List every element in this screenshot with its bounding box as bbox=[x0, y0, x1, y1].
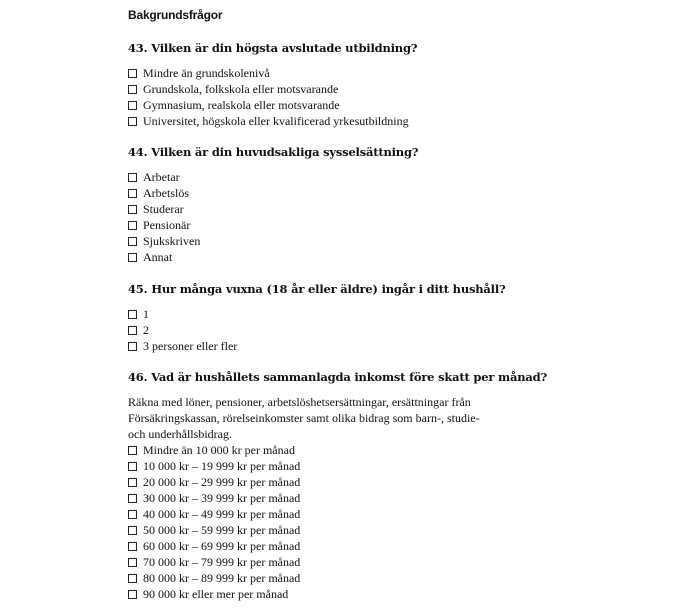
checkbox[interactable] bbox=[128, 558, 137, 567]
option-label: Studerar bbox=[143, 201, 184, 216]
option[interactable] bbox=[128, 490, 300, 506]
option[interactable] bbox=[128, 97, 409, 113]
option-label: Universitet, högskola eller kvalificerad yrkesutbildning bbox=[143, 113, 409, 128]
question-46: 46. Vad är hushållets sammanlagda inkomst före skatt per månad? bbox=[128, 370, 548, 384]
question-44: 44. Vilken är din huvudsakliga sysselsättning? bbox=[128, 145, 419, 159]
option[interactable] bbox=[128, 249, 200, 265]
option-label: 50 000 kr – 59 999 kr per månad bbox=[143, 523, 301, 538]
option-label: Arbetslös bbox=[143, 185, 189, 200]
checkbox[interactable] bbox=[128, 446, 137, 455]
checkbox[interactable] bbox=[128, 101, 137, 110]
question-46-options bbox=[128, 442, 300, 603]
option[interactable] bbox=[128, 539, 300, 555]
question-44-options bbox=[128, 169, 200, 266]
option[interactable] bbox=[128, 571, 300, 587]
option[interactable] bbox=[128, 233, 200, 249]
checkbox[interactable] bbox=[128, 526, 137, 535]
checkbox[interactable] bbox=[128, 85, 137, 94]
question-43: 43. Vilken är din högsta avslutade utbildning? bbox=[128, 41, 418, 55]
checkbox[interactable] bbox=[128, 542, 137, 551]
option-label: Sjukskriven bbox=[143, 233, 201, 248]
option[interactable] bbox=[128, 506, 300, 522]
checkbox[interactable] bbox=[128, 326, 137, 335]
option-label: Grundskola, folkskola eller motsvarande bbox=[143, 81, 339, 96]
option-label: Mindre än 10 000 kr per månad bbox=[143, 442, 295, 457]
option-label: 1 bbox=[143, 306, 149, 321]
checkbox[interactable] bbox=[128, 69, 137, 78]
option-label: Gymnasium, realskola eller motsvarande bbox=[143, 97, 340, 112]
checkbox[interactable] bbox=[128, 462, 137, 471]
option-label: 70 000 kr – 79 999 kr per månad bbox=[143, 555, 301, 570]
option-label: Pensionär bbox=[143, 217, 191, 232]
checkbox[interactable] bbox=[128, 253, 137, 262]
checkbox[interactable] bbox=[128, 310, 137, 319]
option-label: 2 bbox=[143, 322, 149, 337]
option-label: 20 000 kr – 29 999 kr per månad bbox=[143, 474, 301, 489]
option-label: Arbetar bbox=[143, 169, 180, 184]
option-label: 10 000 kr – 19 999 kr per månad bbox=[143, 458, 301, 473]
option[interactable] bbox=[128, 474, 300, 490]
option[interactable] bbox=[128, 322, 237, 338]
checkbox[interactable] bbox=[128, 590, 137, 599]
option[interactable] bbox=[128, 185, 200, 201]
checkbox[interactable] bbox=[128, 237, 137, 246]
option-label: Mindre än grundskolenivå bbox=[143, 65, 270, 80]
option-label: 30 000 kr – 39 999 kr per månad bbox=[143, 490, 301, 505]
option[interactable] bbox=[128, 458, 300, 474]
option-label: 40 000 kr – 49 999 kr per månad bbox=[143, 506, 301, 521]
checkbox[interactable] bbox=[128, 342, 137, 351]
option[interactable] bbox=[128, 201, 200, 217]
option-label: 80 000 kr – 89 999 kr per månad bbox=[143, 571, 301, 586]
checkbox[interactable] bbox=[128, 574, 137, 583]
option[interactable] bbox=[128, 587, 300, 603]
option[interactable] bbox=[128, 217, 200, 233]
option-label: 3 personer eller fler bbox=[143, 338, 238, 353]
question-43-options bbox=[128, 65, 409, 129]
checkbox[interactable] bbox=[128, 173, 137, 182]
checkbox[interactable] bbox=[128, 221, 137, 230]
option[interactable] bbox=[128, 113, 409, 129]
checkbox[interactable] bbox=[128, 494, 137, 503]
question-45: 45. Hur många vuxna (18 år eller äldre) ingår i ditt hushåll? bbox=[128, 282, 506, 296]
checkbox[interactable] bbox=[128, 510, 137, 519]
checkbox[interactable] bbox=[128, 117, 137, 126]
option-label: 60 000 kr – 69 999 kr per månad bbox=[143, 539, 301, 554]
option-label: 90 000 kr eller mer per månad bbox=[143, 587, 289, 602]
option[interactable] bbox=[128, 522, 300, 538]
option[interactable] bbox=[128, 65, 409, 81]
option[interactable] bbox=[128, 306, 237, 322]
option[interactable] bbox=[128, 169, 200, 185]
option[interactable] bbox=[128, 338, 237, 354]
option-label: Annat bbox=[143, 250, 173, 265]
option[interactable] bbox=[128, 555, 300, 571]
question-46-instructions: Räkna med löner, pensioner, arbetslöshetsersättningar, ersättningar från Försäkringskassan, rörelseinkomster samt olika bidrag som barn-, studie- och underhållsbidrag. bbox=[128, 395, 480, 441]
checkbox[interactable] bbox=[128, 478, 137, 487]
section-title: Bakgrundsfrågor bbox=[128, 8, 223, 22]
option[interactable] bbox=[128, 442, 300, 458]
option[interactable] bbox=[128, 81, 409, 97]
checkbox[interactable] bbox=[128, 189, 137, 198]
question-45-options bbox=[128, 306, 237, 354]
checkbox[interactable] bbox=[128, 205, 137, 214]
